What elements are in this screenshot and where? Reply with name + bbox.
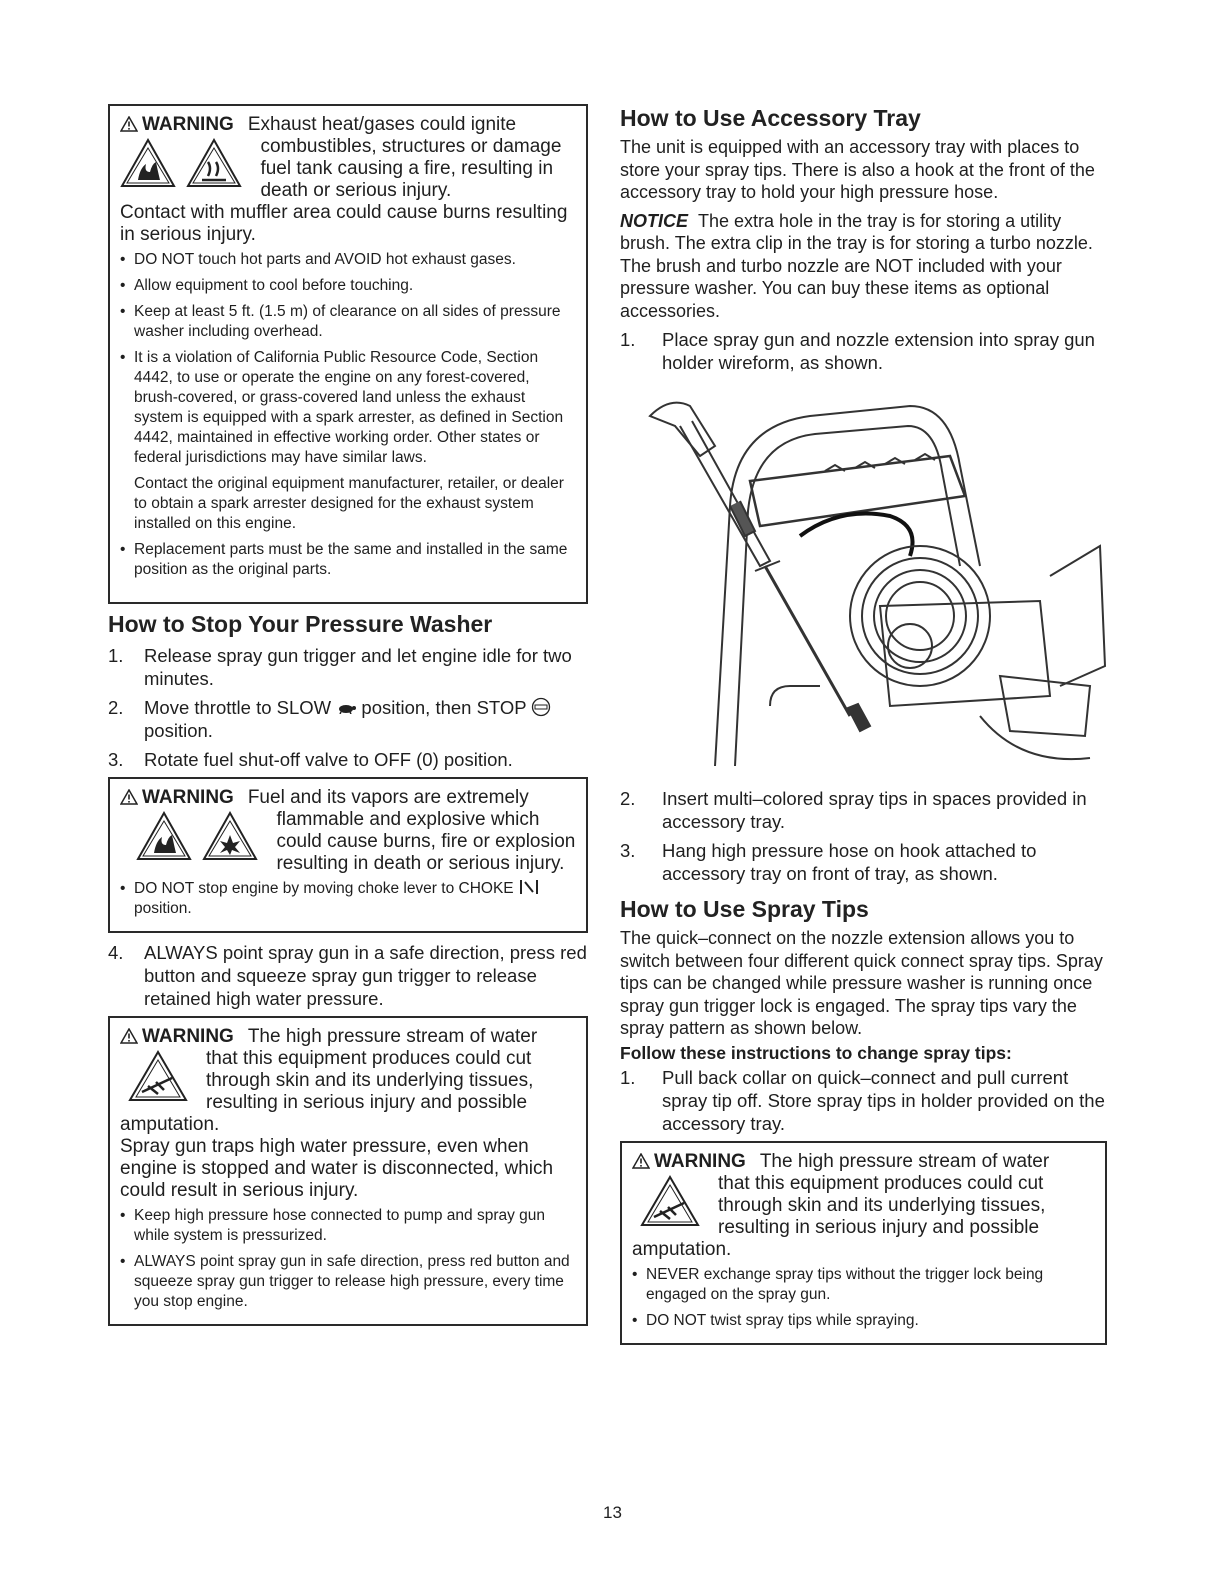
- fire-hazard-icon: [136, 811, 192, 861]
- warning-triangle-icon: [120, 789, 138, 805]
- step-number: 4.: [108, 942, 124, 963]
- hazard-icons: [128, 1050, 194, 1107]
- warning-label: WARNING: [142, 787, 234, 808]
- warning-label: WARNING: [654, 1150, 746, 1172]
- tips-intro: The quick–connect on the nozzle extension allows you to switch between four different quick connect spray tips. Spray tips can be changed while pressure washer is running once spray gun trigger lock is engaged. The spray tips vary the spray pattern as shown below.: [620, 928, 1103, 1038]
- fire-hazard-icon: [120, 138, 176, 188]
- step-item: [108, 748, 588, 771]
- warning-first-line: The high pressure stream of water: [247, 1026, 538, 1047]
- step-item: [620, 328, 1107, 374]
- step-item: [108, 644, 588, 690]
- notice-text: The extra hole in the tray is for storing a utility brush. The extra clip in the tray is for storing a turbo nozzle. The brush and turbo nozzle are NOT included with your pressure washer. You can buy these items as optional accessories.: [620, 210, 1093, 321]
- step-item: [108, 941, 588, 1010]
- warning-triangle-icon: [632, 1153, 650, 1169]
- page-number: 13: [603, 1503, 622, 1522]
- hazard-icons: [640, 1175, 706, 1232]
- step-number: 3.: [108, 749, 124, 770]
- warning-label: WARNING: [142, 1026, 234, 1047]
- bullet-item: • NEVER exchange spray tips without the trigger lock being engaged on the spray gun.: [632, 1265, 1095, 1305]
- right-column: [620, 104, 1107, 1345]
- step-text: Insert multi–colored spray tips in spaces provided in accessory tray.: [662, 788, 1087, 832]
- tray-steps-2: [620, 787, 1107, 885]
- bullet-text-b: position.: [134, 900, 192, 917]
- warning-bullets: [120, 879, 576, 919]
- warning-first-line: Exhaust heat/gases could ignite: [247, 114, 517, 135]
- warning-body-2: Spray gun traps high water pressure, even when engine is stopped and water is disconnected, which could result in serious injury.: [120, 1136, 554, 1201]
- pressure-washer-illustration: [620, 386, 1107, 776]
- step-text: Release spray gun trigger and let engine idle for two minutes.: [144, 645, 572, 689]
- bullet-item: • Allow equipment to cool before touching.: [120, 276, 576, 296]
- step-item: [620, 1066, 1107, 1135]
- high-pressure-warning-box: [108, 1016, 588, 1326]
- bullet-item: • It is a violation of California Public Resource Code, Section 4442, to use or operate the engine on any forest-covered, brush-covered, or grass-covered land unless the exhaust system is equipped with a spark arrester, as defined in Section 4442, maintained in effective working order. Other states or federal jurisdictions may have similar laws.: [120, 348, 576, 468]
- step-text: Rotate fuel shut-off valve to OFF (0) position.: [144, 749, 513, 770]
- step-number: 1.: [620, 1066, 636, 1088]
- bullet-item: • DO NOT twist spray tips while spraying.: [632, 1311, 1095, 1331]
- tips-steps: [620, 1066, 1107, 1135]
- spray-tip-warning-box: [620, 1141, 1107, 1345]
- bullet-item: • Replacement parts must be the same and installed in the same position as the original parts.: [120, 540, 576, 580]
- tray-heading: How to Use Accessory Tray: [620, 105, 921, 131]
- step-number: 3.: [620, 840, 636, 861]
- warning-body: that this equipment produces could cut through skin and its underlying tissues, resulting in serious injury and possible amputation.: [120, 1048, 534, 1135]
- warning-body: combustibles, structures or damage fuel tank causing a fire, resulting in death or serious injury.: [260, 136, 562, 201]
- bullet-item: • Keep high pressure hose connected to pump and spray gun while system is pressurized.: [120, 1206, 576, 1246]
- tips-heading: How to Use Spray Tips: [620, 896, 869, 922]
- explosion-hazard-icon: [202, 811, 258, 861]
- step-text: ALWAYS point spray gun in a safe direction, press red button and squeeze spray gun trigger to release retained high water pressure.: [144, 942, 587, 1009]
- fuel-warning-box: [108, 777, 588, 933]
- step-text: Move throttle to SLOW: [144, 697, 332, 718]
- warning-heading: [120, 787, 576, 809]
- warning-body: that this equipment produces could cut through skin and its underlying tissues, resulting in serious injury and possible amputation.: [632, 1172, 1046, 1260]
- choke-icon: [518, 879, 540, 895]
- notice-paragraph: [620, 210, 1107, 323]
- step-text: Pull back collar on quick–connect and pull current spray tip off. Store spray tips in holder provided on the accessory tray.: [662, 1066, 1105, 1134]
- tips-subheading: Follow these instructions to change spray tips:: [620, 1042, 1012, 1063]
- step-item: [620, 839, 1107, 885]
- tray-steps: [620, 328, 1107, 374]
- bullet-text: DO NOT stop engine by moving choke lever to CHOKE: [134, 880, 514, 897]
- hazard-icons: [120, 138, 248, 193]
- warning-body-2: Contact with muffler area could cause burns resulting in serious injury.: [120, 202, 568, 245]
- warning-triangle-icon: [120, 1028, 138, 1044]
- step-text: Hang high pressure hose on hook attached to accessory tray on front of tray, as shown.: [662, 840, 1037, 884]
- step-number: 2.: [108, 697, 124, 718]
- step-item: [108, 696, 588, 742]
- hot-surface-icon: [186, 138, 242, 188]
- tray-intro: The unit is equipped with an accessory tray with places to store your spray tips. There is also a hook at the front of the accessory tray to hold your high pressure hose.: [620, 137, 1095, 202]
- bullet-item: [120, 879, 576, 919]
- warning-body: flammable and explosive which could cause burns, fire or explosion resulting in death or serious injury.: [276, 809, 576, 874]
- warning-bullets: [120, 250, 576, 468]
- warning-first-line: The high pressure stream of water: [759, 1150, 1050, 1172]
- step-text: Place spray gun and nozzle extension into spray gun holder wireform, as shown.: [662, 329, 1095, 373]
- warning-triangle-icon: [120, 116, 138, 132]
- injection-hazard-icon: [640, 1175, 700, 1227]
- injection-hazard-icon: [128, 1050, 188, 1102]
- warning-heading: [120, 114, 576, 136]
- stop-step-4: [108, 941, 588, 1010]
- step-number: 1.: [108, 645, 124, 666]
- stop-icon: [531, 697, 551, 717]
- step-item: [620, 787, 1107, 833]
- step-text-b: position, then STOP: [361, 697, 527, 718]
- bullet-paragraph: Contact the original equipment manufacturer, retailer, or dealer to obtain a spark arrester designed for the exhaust system installed on this engine.: [134, 475, 564, 532]
- warning-heading: [632, 1151, 1095, 1173]
- left-column: [108, 104, 588, 1326]
- step-number: 1.: [620, 329, 636, 350]
- warning-label: WARNING: [142, 114, 234, 135]
- turtle-slow-icon: [336, 702, 356, 714]
- bullet-item: • DO NOT touch hot parts and AVOID hot exhaust gases.: [120, 250, 576, 270]
- warning-bullets: [120, 1206, 576, 1312]
- stop-heading: How to Stop Your Pressure Washer: [108, 611, 493, 637]
- warning-first-line: Fuel and its vapors are extremely: [247, 787, 529, 808]
- warning-heading: [120, 1026, 576, 1048]
- step-text-c: position.: [144, 720, 213, 741]
- hazard-icons: [136, 811, 264, 866]
- warning-bullets-2: [120, 540, 576, 580]
- stop-steps: [108, 644, 588, 771]
- exhaust-warning-box: [108, 104, 588, 604]
- bullet-item: • ALWAYS point spray gun in safe direction, press red button and squeeze spray gun trigger to release high pressure, every time you stop engine.: [120, 1252, 576, 1312]
- step-number: 2.: [620, 788, 636, 809]
- warning-bullets: [632, 1265, 1095, 1331]
- bullet-item: • Keep at least 5 ft. (1.5 m) of clearance on all sides of pressure washer including overhead.: [120, 302, 576, 342]
- notice-label: NOTICE: [620, 210, 689, 231]
